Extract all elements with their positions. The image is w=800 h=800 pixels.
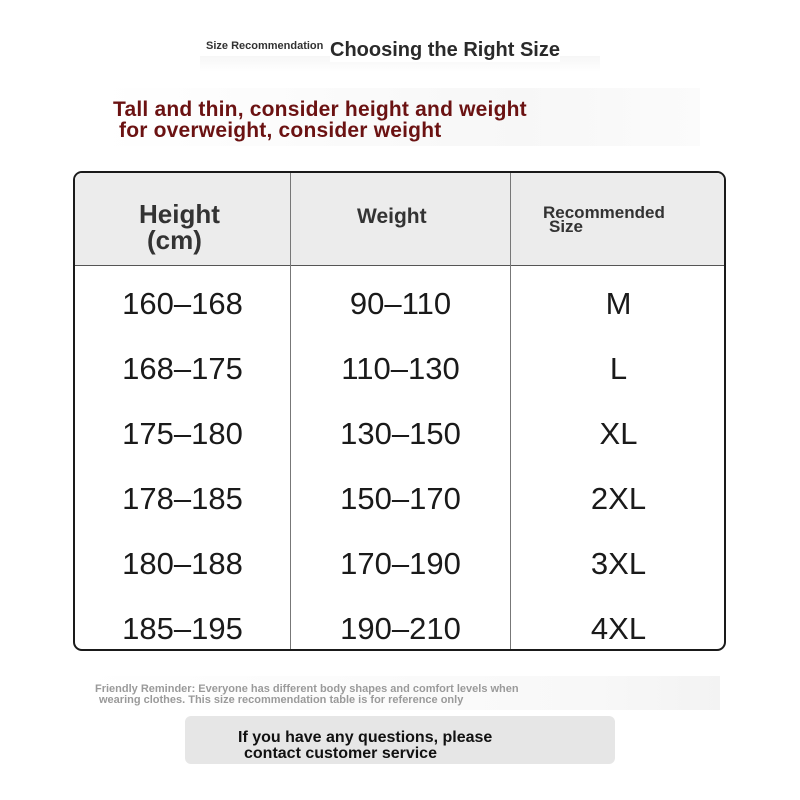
size-cell: XL xyxy=(599,416,638,451)
sizing-advice xyxy=(113,99,527,141)
table-row xyxy=(75,596,724,651)
advice-line-2: for overweight, consider weight xyxy=(119,119,442,142)
header-size-label-2: Size xyxy=(549,217,584,236)
header-height-unit: (cm) xyxy=(147,225,202,255)
advice-line-1: Tall and thin, consider height and weight xyxy=(113,98,527,121)
size-cell: 4XL xyxy=(590,611,647,646)
header-height xyxy=(139,201,220,253)
height-cell: 178–185 xyxy=(122,481,243,516)
header-size-label: Recommended xyxy=(543,203,665,222)
height-cell: 168–175 xyxy=(122,351,243,386)
weight-cell: 190–210 xyxy=(340,611,461,646)
reminder-line-1: Friendly Reminder: Everyone has different body shapes and comfort levels when xyxy=(95,683,519,695)
table-row xyxy=(75,401,724,466)
weight-cell: 170–190 xyxy=(340,546,461,581)
size-table xyxy=(73,171,726,651)
height-cell: 175–180 xyxy=(122,416,243,451)
friendly-reminder xyxy=(95,684,595,706)
header-height-label: Height xyxy=(139,199,220,229)
size-cell: M xyxy=(605,286,632,321)
table-row xyxy=(75,531,724,596)
size-cell: 3XL xyxy=(590,546,647,581)
section-label: Size Recommendation xyxy=(206,40,324,52)
table-row xyxy=(75,271,724,336)
height-cell: 185–195 xyxy=(122,611,243,646)
weight-cell: 110–130 xyxy=(341,351,460,386)
table-row xyxy=(75,466,724,531)
weight-cell: 90–110 xyxy=(349,286,452,321)
weight-cell: 150–170 xyxy=(340,481,461,516)
page-title: Choosing the Right Size xyxy=(330,39,560,61)
table-header xyxy=(75,173,724,266)
weight-cell: 130–150 xyxy=(340,416,461,451)
table-row xyxy=(75,336,724,401)
reminder-line-2: wearing clothes. This size recommendation table is for reference only xyxy=(99,694,464,706)
header-weight: Weight xyxy=(357,205,427,228)
contact-line-1: If you have any questions, please xyxy=(238,729,493,746)
height-cell: 160–168 xyxy=(122,286,243,321)
size-cell: 2XL xyxy=(590,481,647,516)
contact-line-2: contact customer service xyxy=(244,745,437,762)
header-size xyxy=(543,203,665,236)
size-cell: L xyxy=(609,351,628,386)
contact-message xyxy=(238,730,492,762)
height-cell: 180–188 xyxy=(122,546,243,581)
